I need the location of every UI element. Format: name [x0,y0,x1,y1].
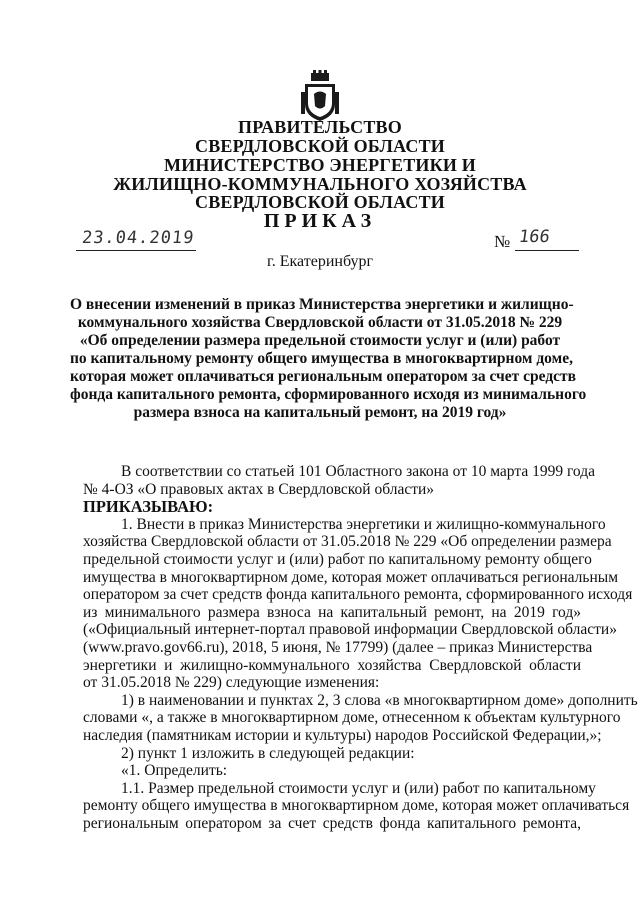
title-line: фонда капитального ремонта, сформированного исходя из минимального [70,386,587,403]
title-line: коммунального хозяйства Свердловской области от 31.05.2018 № 229 [77,314,563,331]
item1-line: хозяйства Свердловской области от 31.05.2018 № 229 «Об определении размера [83,533,612,551]
coat-of-arms-icon [299,70,341,122]
header-line: ПРАВИТЕЛЬСТВО [238,117,402,137]
title-line: размера взноса на капитальный ремонт, на 2019 год» [133,404,507,421]
order-word: ПРИКАЗЫВАЮ: [83,497,214,517]
handwritten-date: 23.04.2019 [80,228,196,248]
item11-line: ремонту общего имущества в многоквартирном доме, которая может оплачиваться [83,797,630,815]
item1-line: имущества в многоквартирном доме, которая может оплачиваться региональным [83,568,619,586]
date-underline [76,250,196,251]
title-line: О внесении изменений в приказ Министерства энергетики и жилищно- [70,296,574,313]
title-line: которая может оплачиваться региональным оператором за счет средств [70,368,577,385]
preamble-line: № 4-ОЗ «О правовых актах в Свердловской области» [83,480,435,498]
sub1-line: словами «, а также в многоквартирном доме, отнесенном к объектам культурного [83,709,621,727]
sub1-line: наследия (памятникам истории и культуры) народов Российской Федерации,»; [83,726,602,744]
quote-start: «1. Определить: [121,762,228,780]
city: г. Екатеринбург [266,253,374,270]
header-line: СВЕРДЛОВСКОЙ ОБЛАСТИ [195,192,445,212]
sub1-line: 1) в наименовании и пунктах 2, 3 слова «в многоквартирном доме» дополнить [121,691,638,709]
item1-line: предельной стоимости услуг и (или) работ по капитальному ремонту общего [83,550,592,568]
item1-line: энергетики и жилищно-коммунального хозяйства Свердловской области [83,656,581,674]
number-label: № [494,232,511,251]
sub2-line: 2) пункт 1 изложить в следующей редакции: [121,744,415,762]
number-underline [515,250,579,251]
item11-line: региональным оператором за счет средств фонда капитального ремонта, [83,814,581,832]
title-line: по капитальному ремонту общего имущества в многоквартирном доме, [70,350,573,367]
item1-line: («Официальный интернет-портал правовой информации Свердловской области» [83,621,617,639]
header-line: СВЕРДЛОВСКОЙ ОБЛАСТИ [195,136,445,156]
item1-line: из минимального размера взноса на капитальный ремонт, на 2019 год» [83,603,581,621]
item1-line: 1. Внести в приказ Министерства энергетики и жилищно-коммунального [121,515,606,533]
header-line: МИНИСТЕРСТВО ЭНЕРГЕТИКИ И [164,155,476,175]
order-body [83,463,638,832]
header-line: ЖИЛИЩНО-КОММУНАЛЬНОГО ХОЗЯЙСТВА [113,174,527,194]
preamble-line: В соответствии со статьей 101 Областного закона от 10 марта 1999 года [121,463,595,480]
handwritten-number: 166 [517,227,552,247]
item1-line: от 31.05.2018 № 229) следующие изменения: [83,674,380,692]
item11-line: 1.1. Размер предельной стоимости услуг и (или) работ по капитальному [121,779,596,797]
title-line: «Об определении размера предельной стоимости услуг и (или) работ [79,332,561,349]
item1-line: оператором за счет средств фонда капитального ремонта, сформированного исходя [83,586,633,604]
item1-line: (www.pravo.gov66.ru), 2018, 5 июня, № 17799) (далее – приказ Министерства [83,638,593,656]
doc-type-title: ПРИКАЗ [263,210,377,232]
order-title [70,296,587,422]
